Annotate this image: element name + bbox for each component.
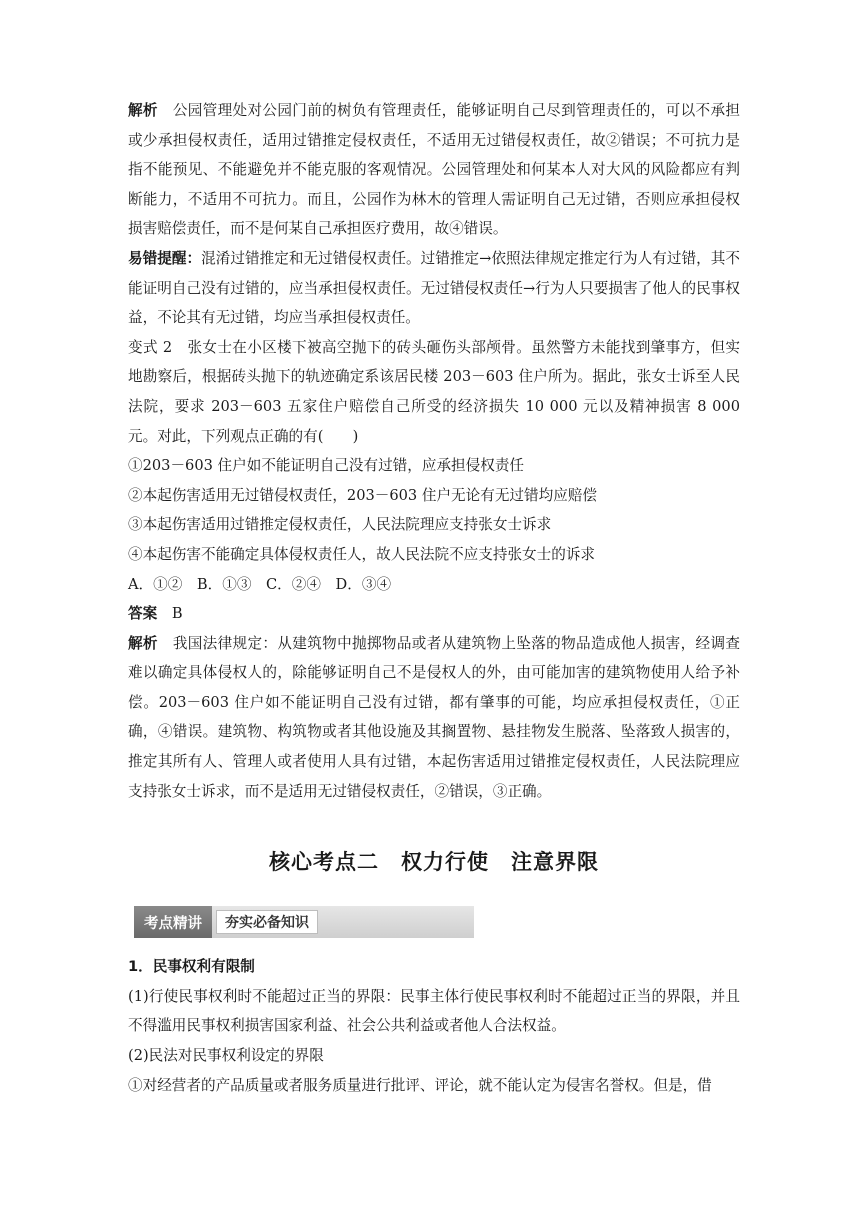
badge-right-label: 夯实必备知识 (216, 910, 318, 934)
content-paragraph-3: ①对经营者的产品质量或者服务质量进行批评、评论，就不能认定为侵害名誉权。但是，借 (128, 1076, 712, 1094)
answer-line (128, 599, 740, 629)
option-2: ②本起伤害适用无过错侵权责任，203－603 住户无论有无过错均应赔偿 (128, 486, 597, 504)
section-badge (134, 906, 474, 938)
content-paragraph-2: (2)民法对民事权利设定的界限 (128, 1047, 324, 1065)
variant-analysis-paragraph (128, 629, 740, 807)
content-paragraph-1: (1)行使民事权利时不能超过正当的界限：民事主体行使民事权利时不能超过正当的界限，并且不得滥用民事权利损害国家利益、社会公共利益或者他人合法权益。 (128, 987, 740, 1035)
analysis-text: 公园管理处对公园门前的树负有管理责任，能够证明自己尽到管理责任的，可以不承担或少承担侵权责任，适用过错推定侵权责任，不适用无过错侵权责任，故②错误；不可抗力是指不能预见、不能避免并不能克服的客观情况。公园管理处和何某本人对大风的风险都应有判断能力，不适用不可抗力。而且，公园作为林木的管理人需证明自己无过错，否则应承担侵权损害赔偿责任，而不是何某自己承担医疗费用，故④错误。 (128, 102, 740, 238)
option-4: ④本起伤害不能确定具体侵权责任人，故人民法院不应支持张女士的诉求 (128, 545, 596, 563)
error-tip-text: 混淆过错推定和无过错侵权责任。过错推定→依照法律规定推定行为人有过错，其不能证明自己没有过错的，应当承担侵权责任。无过错侵权责任→行为人只要损害了他人的民事权益，不论其有无过错，均应当承担侵权责任。 (128, 249, 740, 327)
content-heading: 1．民事权利有限制 (128, 958, 255, 976)
variant-analysis-text: 我国法律规定：从建筑物中抛掷物品或者从建筑物上坠落的物品造成他人损害，经调查难以确定具体侵权人的，除能够证明自己不是侵权人的外，由可能加害的建筑物使用人给予补偿。203－603 住户如不能证明自己没有过错，都有肇事的可能，均应承担侵权责任，①正确，④错误。建筑物、构筑物或者其他设施及其搁置物、悬挂物发生脱落、坠落致人损害的，推定其所有人、管理人或者使用人具有过错，本起伤害适用过错推定侵权责任，人民法院理应支持张女士诉求，而不是适用无过错侵权责任，②错误，③正确。 (128, 634, 740, 800)
document-page (128, 96, 740, 1100)
option-1: ①203－603 住户如不能证明自己没有过错，应承担侵权责任 (128, 457, 525, 475)
option-3: ③本起伤害适用过错推定侵权责任，人民法院理应支持张女士诉求 (128, 516, 552, 534)
answer-value: B (171, 605, 183, 623)
error-tip-label: 易错提醒： (128, 249, 202, 267)
analysis-label: 解析 (128, 102, 158, 119)
section-title: 核心考点二 权力行使 注意界限 (269, 850, 599, 875)
badge-left-label: 考点精讲 (134, 906, 212, 938)
error-tip-paragraph (128, 244, 740, 333)
variant-analysis-label: 解析 (128, 634, 158, 652)
answer-label: 答案 (128, 605, 158, 623)
answer-choices: A．①② B．①③ C．②④ D．③④ (128, 575, 392, 593)
variant-question-stem: 变式 2 张女士在小区楼下被高空抛下的砖头砸伤头部颅骨。虽然警方未能找到肇事方，但实地勘察后，根据砖头抛下的轨迹确定系该居民楼 203－603 住户所为。据此，张女士诉至人民法院，要求 203－603 五家住户赔偿自己所受的经济损失 10 000 元以及精神损害 8 000 元。对此，下列观点正确的有( ) (128, 338, 740, 445)
analysis-paragraph (128, 96, 740, 244)
